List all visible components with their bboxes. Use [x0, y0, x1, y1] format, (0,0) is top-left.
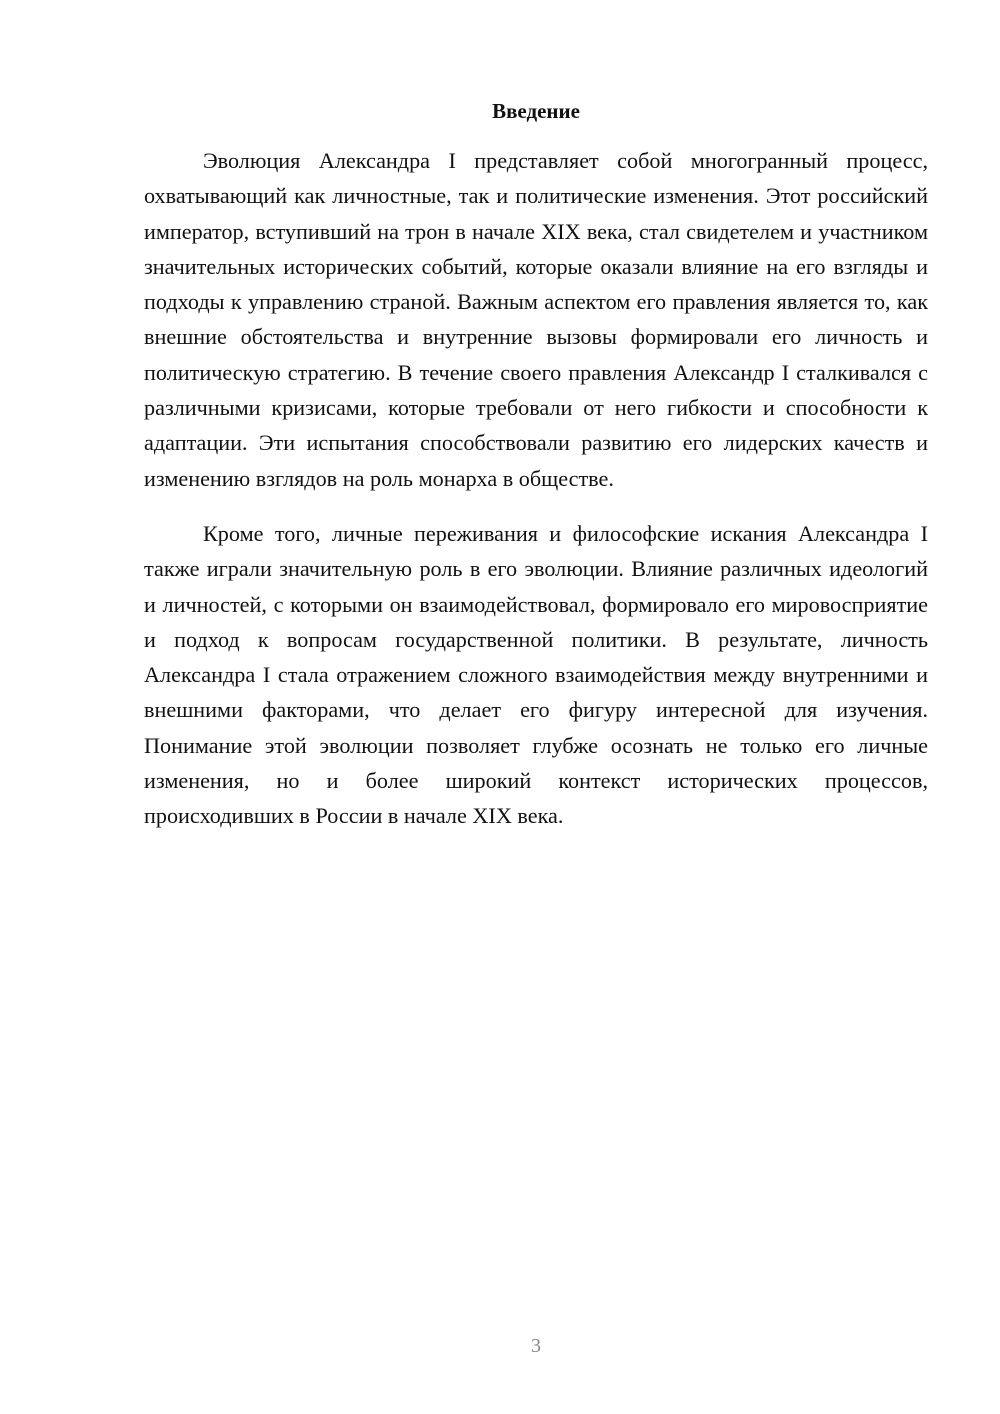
page-number: 3	[531, 1335, 541, 1357]
paragraph-1: Эволюция Александра I представляет собой многогранный процесс, охватывающий как личностные, так и политические изменения. Этот российский император, вступивший на трон в начале XIX века, стал свидетелем и участником значительных исторических событий, которые оказали влияние на его взгляды и подходы к управлению страной. Важным аспектом его правления является то, как внешние обстоятельства и внутренние вызовы формировали его личность и политическую стратегию. В течение своего правления Александр I сталкивался с различными кризисами, которые требовали от него гибкости и способности к адаптации. Эти испытания способствовали развитию его лидерских качеств и изменению взглядов на роль монарха в обществе.	[144, 148, 928, 491]
section-heading: Введение	[492, 99, 580, 123]
paragraph-2: Кроме того, личные переживания и философские искания Александра I также играли значительную роль в его эволюции. Влияние различных идеологий и личностей, с которыми он взаимодействовал, формировало его мировосприятие и подход к вопросам государственной политики. В результате, личность Александра I стала отражением сложного взаимодействия между внутренними и внешними факторами, что делает его фигуру интересной для изучения. Понимание этой эволюции позволяет глубже осознать не только его личные изменения, но и более широкий контекст исторических процессов, происходивших в России в начале XIX века.	[144, 520, 928, 829]
document-body	[144, 143, 928, 834]
